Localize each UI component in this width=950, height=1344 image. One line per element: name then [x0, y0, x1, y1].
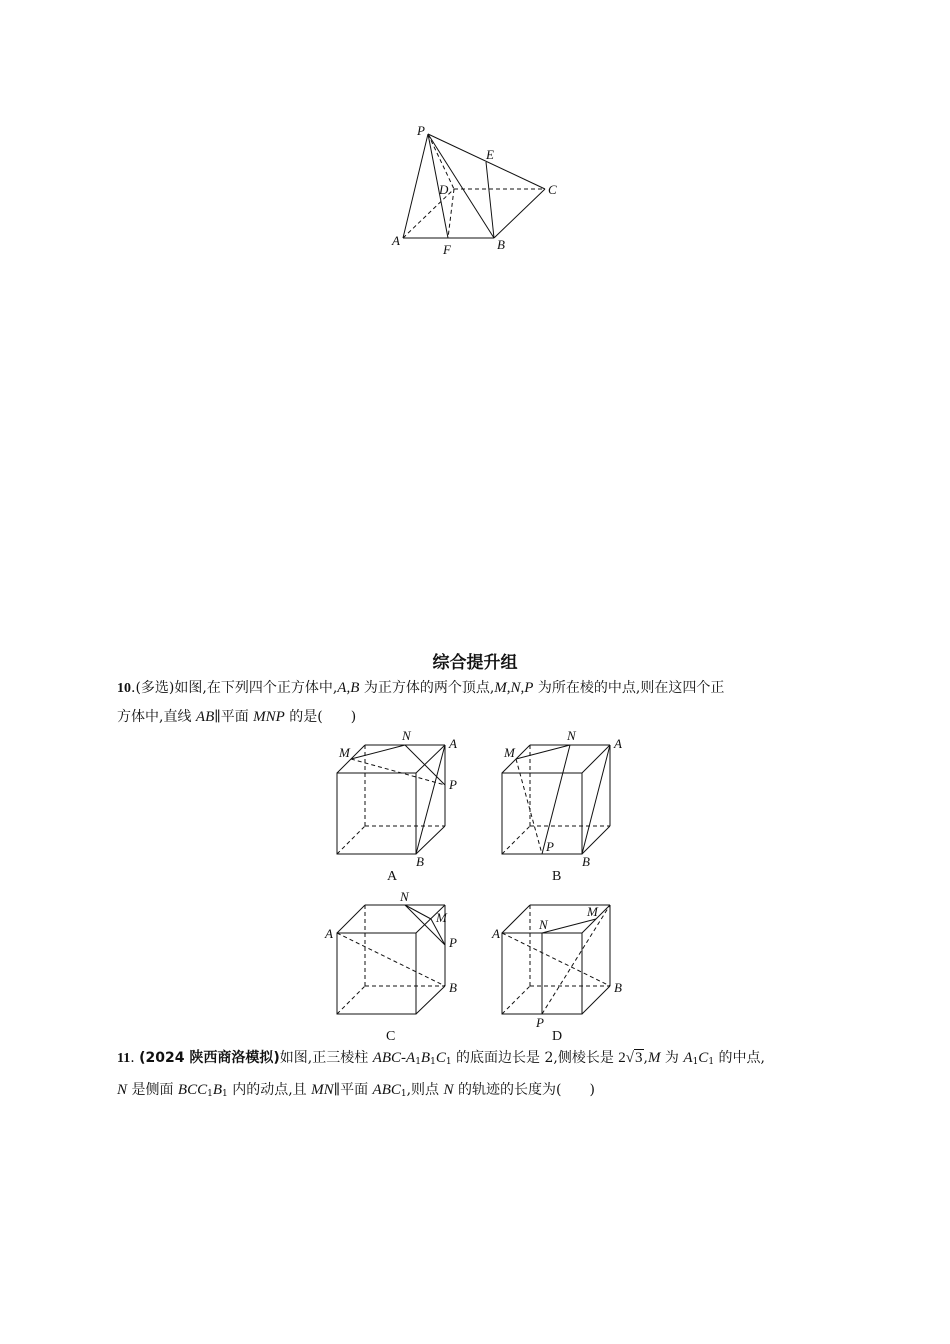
caption-c: C [386, 1029, 396, 1044]
svg-text:N: N [402, 728, 411, 743]
svg-text:A: A [325, 926, 333, 941]
svg-text:A: A [492, 926, 500, 941]
cube-figure-c [320, 886, 480, 1046]
svg-text:P: P [536, 1015, 544, 1030]
svg-text:P: P [546, 839, 554, 854]
cube-figure-b [490, 726, 640, 886]
svg-text:P: P [449, 777, 457, 792]
svg-text:M: M [436, 910, 447, 925]
question-source: (2024 陕西商洛模拟) [139, 1050, 280, 1066]
label-F: F [443, 242, 451, 257]
cube-figure-d [488, 886, 638, 1046]
label-E: E [486, 147, 494, 162]
cube-figure-a [325, 726, 475, 886]
svg-text:B: B [449, 980, 457, 995]
svg-text:M: M [504, 745, 515, 760]
svg-text:M: M [339, 745, 350, 760]
question-number: 11 [117, 1051, 131, 1066]
question-10: 10.(多选)如图,在下列四个正方体中,A,B 为正方体的两个顶点,M,N,P 为所在棱的中点,则在这四个正 方体中,直线 AB∥平面 MNP 的是( ) [117, 680, 725, 725]
label-D: D [439, 182, 449, 197]
caption-b: B [552, 869, 562, 884]
svg-text:N: N [539, 917, 548, 932]
caption-a: A [387, 869, 398, 884]
svg-text:B: B [614, 980, 622, 995]
question-11: 11. (2024 陕西商洛模拟)如图,正三棱柱 ABC-$A_1B_1C_1$ 的底面边长是 2,侧棱长是 2√3,M 为 $A_1C_1$ 的中点, N 是侧面 $BCC_1B_1$ 内的动点,且 MN∥平面 $ABC_1$,则点 N 的轨迹的长度为( ) [117, 1050, 765, 1099]
svg-text:N: N [567, 728, 576, 743]
svg-text:A: A [449, 736, 457, 751]
svg-text:P: P [449, 935, 457, 950]
svg-text:B: B [582, 854, 590, 869]
question-tag: (多选) [135, 680, 175, 696]
svg-text:B: B [416, 854, 424, 869]
label-B: B [497, 237, 505, 252]
label-A: A [392, 233, 400, 248]
pyramid-figure [380, 118, 580, 263]
caption-d: D [552, 1029, 563, 1044]
svg-text:A: A [614, 736, 622, 751]
label-P: P [417, 123, 425, 138]
svg-text:N: N [400, 889, 409, 904]
question-number: 10 [117, 681, 131, 696]
sqrt-expression: 2√3 [618, 1050, 643, 1066]
section-title: 综合提升组 [432, 653, 518, 673]
svg-text:M: M [587, 904, 598, 919]
label-C: C [548, 182, 557, 197]
